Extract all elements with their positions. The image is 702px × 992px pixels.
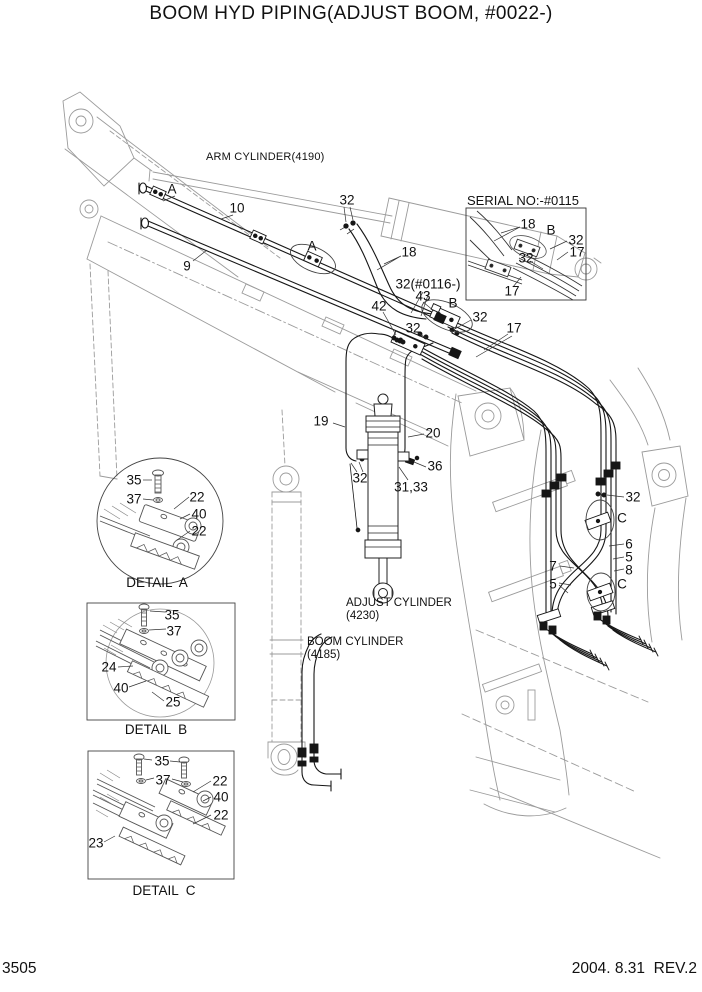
part-callout: 5	[625, 549, 633, 565]
part-callout: 37	[126, 491, 142, 507]
adjust-cylinder-label: ADJUST CYLINDER	[346, 597, 452, 609]
part-callout: 40	[113, 680, 129, 696]
page-title: BOOM HYD PIPING(ADJUST BOOM, #0022-)	[149, 3, 553, 24]
detail-c	[88, 751, 234, 879]
boom-cylinder	[268, 466, 305, 775]
part-callout: 5	[549, 576, 557, 592]
part-callout: 25	[165, 694, 181, 710]
boom-cylinder-code: (4185)	[307, 649, 341, 661]
part-callout: 23	[88, 835, 104, 851]
adjust-cylinder-code: (4230)	[346, 610, 380, 622]
part-callout: 18	[401, 244, 417, 260]
part-callout: 36	[427, 458, 443, 474]
part-callout: 19	[313, 413, 329, 429]
part-callout: 22	[191, 523, 207, 539]
part-callout: 32	[352, 470, 368, 486]
boom-cylinder-label: BOOM CYLINDER	[307, 636, 404, 648]
part-callout: 32	[472, 309, 488, 325]
part-callout: 35	[164, 607, 180, 623]
part-callout: 40	[191, 506, 207, 522]
part-callout: 40	[213, 789, 229, 805]
part-callout: 32	[625, 489, 641, 505]
part-callout: 20	[425, 425, 441, 441]
part-callout: 37	[155, 772, 171, 788]
part-callout: 22	[213, 807, 229, 823]
part-callout: 10	[229, 200, 245, 216]
part-callout: 24	[101, 659, 117, 675]
part-callout: 22	[189, 489, 205, 505]
part-callout: 32	[405, 320, 421, 336]
part-callout: 32	[568, 232, 584, 248]
part-callout: C	[617, 576, 627, 592]
page-number: 3505	[2, 960, 37, 977]
part-callout: A	[167, 181, 177, 197]
part-callout: 17	[506, 320, 522, 336]
detail-a-caption: DETAIL A	[126, 575, 188, 590]
part-callout: 32	[518, 250, 534, 266]
revision-date: 2004. 8.31 REV.2	[571, 960, 697, 977]
part-callout: 6	[625, 536, 633, 552]
part-callout: 35	[154, 753, 170, 769]
part-callout: B	[448, 295, 458, 311]
part-callout: 18	[520, 216, 536, 232]
part-callout: 17	[569, 244, 585, 260]
detail-b-caption: DETAIL B	[124, 722, 188, 737]
adjust-cylinder	[357, 394, 409, 603]
part-callout: A	[307, 238, 317, 254]
part-callout: 9	[183, 258, 191, 274]
part-callout: 42	[371, 298, 387, 314]
arm-cylinder-label: ARM CYLINDER(4190)	[206, 151, 325, 163]
serial-no-label: SERIAL NO:-#0115	[467, 193, 579, 208]
part-callout: 35	[126, 472, 142, 488]
part-callout: 22	[212, 773, 228, 789]
part-callout: 32(#0116-)	[395, 276, 461, 292]
part-callout: 8	[625, 562, 633, 578]
part-callout: 17	[504, 283, 520, 299]
part-callout: 7	[549, 558, 557, 574]
part-callout: 31,33	[394, 479, 428, 495]
part-callout: 37	[166, 623, 182, 639]
part-callout: C	[617, 510, 627, 526]
part-callout: 32	[339, 192, 355, 208]
part-callout: B	[546, 222, 556, 238]
part-callout: 43	[415, 288, 431, 304]
detail-c-caption: DETAIL C	[132, 883, 196, 898]
